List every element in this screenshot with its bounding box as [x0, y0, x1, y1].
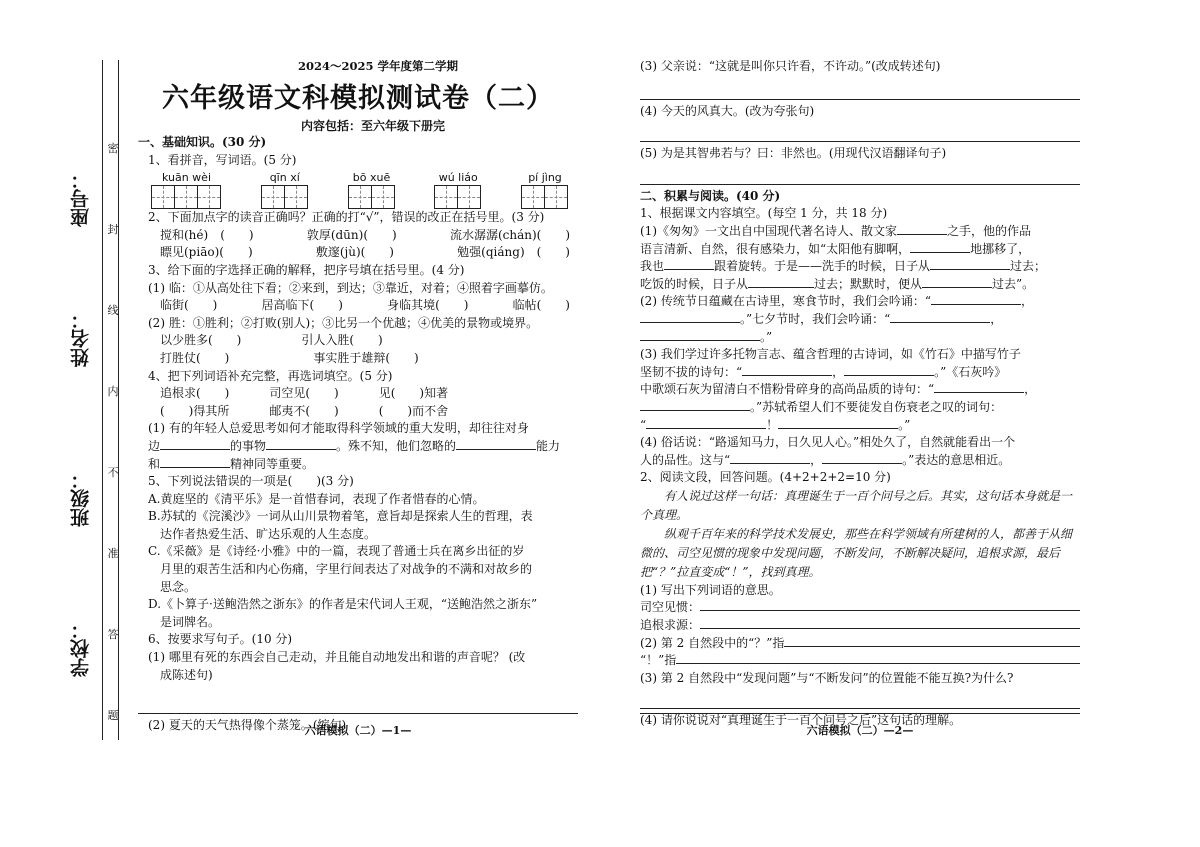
- r1-b1: (2) 传统节日蕴藏在古诗里，寒食节时，我们会吟诵：“ ，: [640, 294, 1033, 309]
- q5-option-b: B.苏轼的《浣溪沙》一词从山川景物着笔，意旨却是探索人生的哲理，表: [148, 509, 533, 524]
- fill-blank[interactable]: [640, 329, 760, 341]
- exam-title: 六年级语文科模拟测试卷（二）: [162, 83, 554, 114]
- q4-words-2: ( )得其所 邮夷不( ) ( )而不舍: [160, 403, 449, 418]
- fill-blank[interactable]: [456, 438, 536, 450]
- fill-blank[interactable]: [676, 652, 1080, 664]
- name-field[interactable]: 姓名：: [69, 310, 92, 367]
- pinyin-group: kuān wèi: [152, 171, 221, 209]
- fill-blank[interactable]: [700, 617, 1080, 629]
- answer-box[interactable]: [348, 185, 372, 209]
- pinyin-boxes: [138, 171, 578, 209]
- answer-box[interactable]: [151, 185, 175, 209]
- answer-box[interactable]: [261, 185, 285, 209]
- r1-c1: (3) 我们学过许多托物言志、蕴含哲理的古诗词，如《竹石》中描写竹子: [640, 347, 1021, 362]
- q4-stem: 4、把下列词语补充完整，再选词填空。(5 分): [148, 368, 393, 383]
- q1-stem: 1、看拼音，写词语。(5 分): [148, 152, 297, 167]
- r2-q1b: 追根求源：: [640, 617, 1080, 635]
- q3-options-3: 打胜仗( ) 事实胜于雄辩( ): [160, 350, 419, 365]
- q4-words-1: 追根求( ) 司空见( ) 见( )知著: [160, 386, 449, 401]
- r2-q2a: (2) 第 2 自然段中的“？”指: [640, 635, 1080, 653]
- answer-box[interactable]: [434, 185, 458, 209]
- q6-sentence-5: (5) 为是其智弗若与？曰：非然也。(用现代汉语翻译句子): [640, 146, 947, 161]
- fill-blank[interactable]: [700, 599, 1080, 611]
- fill-blank[interactable]: [730, 452, 810, 464]
- pinyin-group: pí jìng: [522, 171, 568, 209]
- right-column: [640, 58, 1080, 730]
- q4-fill-1: (1) 有的年轻人总爱思考如何才能取得科学领域的重大发明，却往往对身: [148, 421, 529, 436]
- fill-blank[interactable]: [778, 417, 898, 429]
- r2-q4: (4) 请你说说对“真理诞生于一百个问号之后”这句话的理解。: [640, 713, 962, 728]
- r2-q3: (3) 第 2 自然段中“发现问题”与“不断发问”的位置能不能互换?为什么?: [640, 670, 1014, 685]
- answer-box[interactable]: [457, 185, 481, 209]
- r1-b2: 。”七夕节时，我们会吟诵：“ ，: [640, 311, 1080, 329]
- answer-box[interactable]: [197, 185, 221, 209]
- answer-line[interactable]: [640, 169, 1080, 185]
- q6-sentence-1: (1) 哪里有死的东西会自己走动，并且能自动地发出和谐的声音呢？ (改: [148, 650, 526, 665]
- q5-option-d: D.《卜算子·送鲍浩然之浙东》的作者是宋代词人王观，“送鲍浩然之浙东”: [148, 597, 538, 612]
- fill-blank[interactable]: [922, 276, 992, 288]
- q5-option-c: C.《采薇》是《诗经·小雅》中的一篇，表现了普通士兵在离乡出征的岁: [148, 544, 525, 559]
- answer-line[interactable]: [640, 713, 1080, 714]
- answer-line[interactable]: [640, 84, 1080, 100]
- fill-blank[interactable]: [640, 311, 740, 323]
- fill-blank[interactable]: [640, 399, 750, 411]
- pinyin-group: wú liáo: [435, 171, 481, 209]
- r1-c3: 中歌颂石灰为留清白不惜粉骨碎身的高尚品质的诗句：“ ，: [640, 382, 1037, 397]
- q3-options-1: 临街( ) 居高临下( ) 身临其境( ) 临帖( ): [160, 298, 570, 313]
- answer-line[interactable]: [138, 698, 578, 714]
- fill-blank[interactable]: [910, 241, 970, 253]
- part2-heading: 二、积累与阅读。(40 分): [640, 188, 781, 203]
- fill-blank[interactable]: [742, 364, 832, 376]
- fill-blank[interactable]: [664, 258, 714, 270]
- answer-box[interactable]: [544, 185, 568, 209]
- q5-stem: 5、下列说法错误的一项是( )(3 分): [148, 474, 354, 489]
- fill-blank[interactable]: [844, 364, 934, 376]
- r2-stem: 2、阅读文段，回答问题。(4+2+2+2=10 分): [640, 470, 891, 485]
- r2-q1a: 司空见惯：: [640, 599, 1080, 617]
- r1-b3: 。”: [640, 329, 1080, 347]
- fill-blank[interactable]: [266, 438, 336, 450]
- school-year: 2024～2025 学年度第二学期: [297, 59, 459, 73]
- r1-a2: 语言清新、自然，很有感染力，如“太阳他有脚啊， 地挪移了，: [640, 241, 1031, 256]
- r1-d2: 人的品性。这与“ ， 。”表达的意思相近。: [640, 452, 1011, 467]
- reading-paragraph-1: 有人说过这样一句话：真理诞生于一百个问号之后。其实，这句话本身就是一个真理。: [640, 488, 1073, 522]
- q5-option-d-cont: 是词牌名。: [160, 614, 221, 629]
- q6-sentence-4: (4) 今天的风真大。(改为夸张句): [640, 103, 815, 118]
- q5-option-c-cont: 月里的艰苦生活和内心伤痛，字里行间表达了对战争的不满和对故乡的: [160, 562, 533, 577]
- r1-c2: 坚韧不拔的诗句：“ ， 。”《石灰吟》: [640, 364, 1007, 379]
- fill-blank[interactable]: [646, 417, 766, 429]
- q2-row: 瞟见(piāo)( ) 敷邃(jù)( ) 勉强(qiáng) ( ): [160, 245, 570, 260]
- fill-blank[interactable]: [784, 635, 1080, 647]
- page-footer-2: 六语模拟（二）—2—: [806, 724, 914, 737]
- answer-box[interactable]: [521, 185, 545, 209]
- q3-stem: 3、给下面的字选择正确的解释，把序号填在括号里。(4 分): [148, 262, 465, 277]
- page-footer-1: 六语模拟（二）—1—: [304, 724, 412, 737]
- binding-line-outer: [102, 60, 103, 740]
- q6-stem: 6、按要求写句子。(10 分): [148, 632, 293, 647]
- q4-fill-2: 边 的事物 。殊不知，他们忽略的 能力: [148, 438, 561, 453]
- q5-option-b-cont: 达作者热爱生活、旷达乐观的人生态度。: [160, 526, 377, 541]
- q2-row: 搅和(hé) ( ) 敦厚(dūn)( ) 流水潺潺(chán)( ): [160, 227, 570, 242]
- q2-stem: 2、下面加点字的读音正确吗？正确的打“√”，错误的改正在括号里。(3 分): [148, 210, 545, 225]
- fill-blank[interactable]: [897, 223, 947, 235]
- fill-blank[interactable]: [748, 276, 814, 288]
- r1-c4: 。”苏轼希望人们不要徒发自伤衰老之叹的词句：: [640, 399, 1080, 417]
- left-column: [138, 58, 578, 735]
- r1-a1: (1)《匆匆》一文出自中国现代著名诗人、散文家 之手，他的作品: [640, 223, 1032, 238]
- fill-blank[interactable]: [890, 311, 990, 323]
- answer-box[interactable]: [174, 185, 198, 209]
- r2-q1: (1) 写出下列词语的意思。: [640, 582, 781, 597]
- r1-a4: 吃饭的时候，日子从 过去；默默时，便从 过去”。: [640, 276, 1035, 291]
- q6-sentence-2: (2) 夏天的天气热得像个蒸笼。(缩句): [148, 718, 347, 733]
- answer-box[interactable]: [371, 185, 395, 209]
- pinyin-group: bō xuē: [349, 171, 395, 209]
- q6-sentence-1-cont: 成陈述句): [160, 667, 213, 682]
- q3-options-2: 以少胜多( ) 引人入胜( ): [160, 333, 383, 348]
- fill-blank[interactable]: [934, 381, 1024, 393]
- reading-paragraph-2: 纵观千百年来的科学技术发展史，那些在科学领域有所建树的人，都善于从细微的、司空见惯的现象中发现问题，不断发问，不断解决疑问，追根求源，最后把“？”拉直变成“！”，找到真理。: [640, 526, 1073, 579]
- answer-line[interactable]: [640, 693, 1080, 709]
- r1-a3: 我也 跟着旋转。于是——洗手的时候，日子从 过去；: [640, 259, 1047, 274]
- fill-blank[interactable]: [160, 456, 230, 468]
- school-field[interactable]: 学校：: [69, 620, 92, 677]
- binding-margin: [60, 60, 120, 740]
- q5-option-a: A.黄庭坚的《清平乐》是一首惜春词，表现了作者惜春的心情。: [148, 491, 485, 506]
- seat-number-field[interactable]: 座号：: [69, 170, 92, 227]
- answer-line[interactable]: [138, 713, 578, 714]
- exam-scope: 内容包括：至六年级下册完: [300, 119, 445, 133]
- r1-stem: 1、根据课文内容填空。(每空 1 分，共 18 分): [640, 206, 888, 221]
- q5-option-c-cont: 思念。: [160, 579, 197, 594]
- r2-q2b: “！”指: [640, 652, 1080, 670]
- answer-box[interactable]: [284, 185, 308, 209]
- q3-def-1: (1) 临：①从高处往下看；②来到，到达；③靠近，对着；④照着字画摹仿。: [148, 280, 553, 295]
- q4-fill-3: 和 精神同等重要。: [148, 456, 315, 471]
- q3-def-2: (2) 胜：①胜利；②打败(别人)；③比另一个优越；④优美的景物或境界。: [148, 315, 539, 330]
- answer-line[interactable]: [640, 126, 1080, 142]
- r1-c5: “ ！ 。”: [640, 417, 911, 432]
- seal-line-text: 密 封 线 内 不 准 答 题: [107, 142, 119, 722]
- r1-d1: (4) 俗话说：“路遥知马力，日久见人心。”相处久了，自然就能看出一个: [640, 435, 1016, 450]
- fill-blank[interactable]: [822, 452, 902, 464]
- class-field[interactable]: 班级：: [69, 470, 92, 527]
- part1-heading: 一、基础知识。(30 分): [138, 135, 267, 149]
- q6-sentence-3: (3) 父亲说：“这就是叫你只许看，不许动。”(改成转述句): [640, 59, 941, 73]
- fill-blank[interactable]: [931, 293, 1021, 305]
- fill-blank[interactable]: [930, 258, 1010, 270]
- fill-blank[interactable]: [160, 438, 230, 450]
- pinyin-group: qīn xí: [262, 171, 308, 209]
